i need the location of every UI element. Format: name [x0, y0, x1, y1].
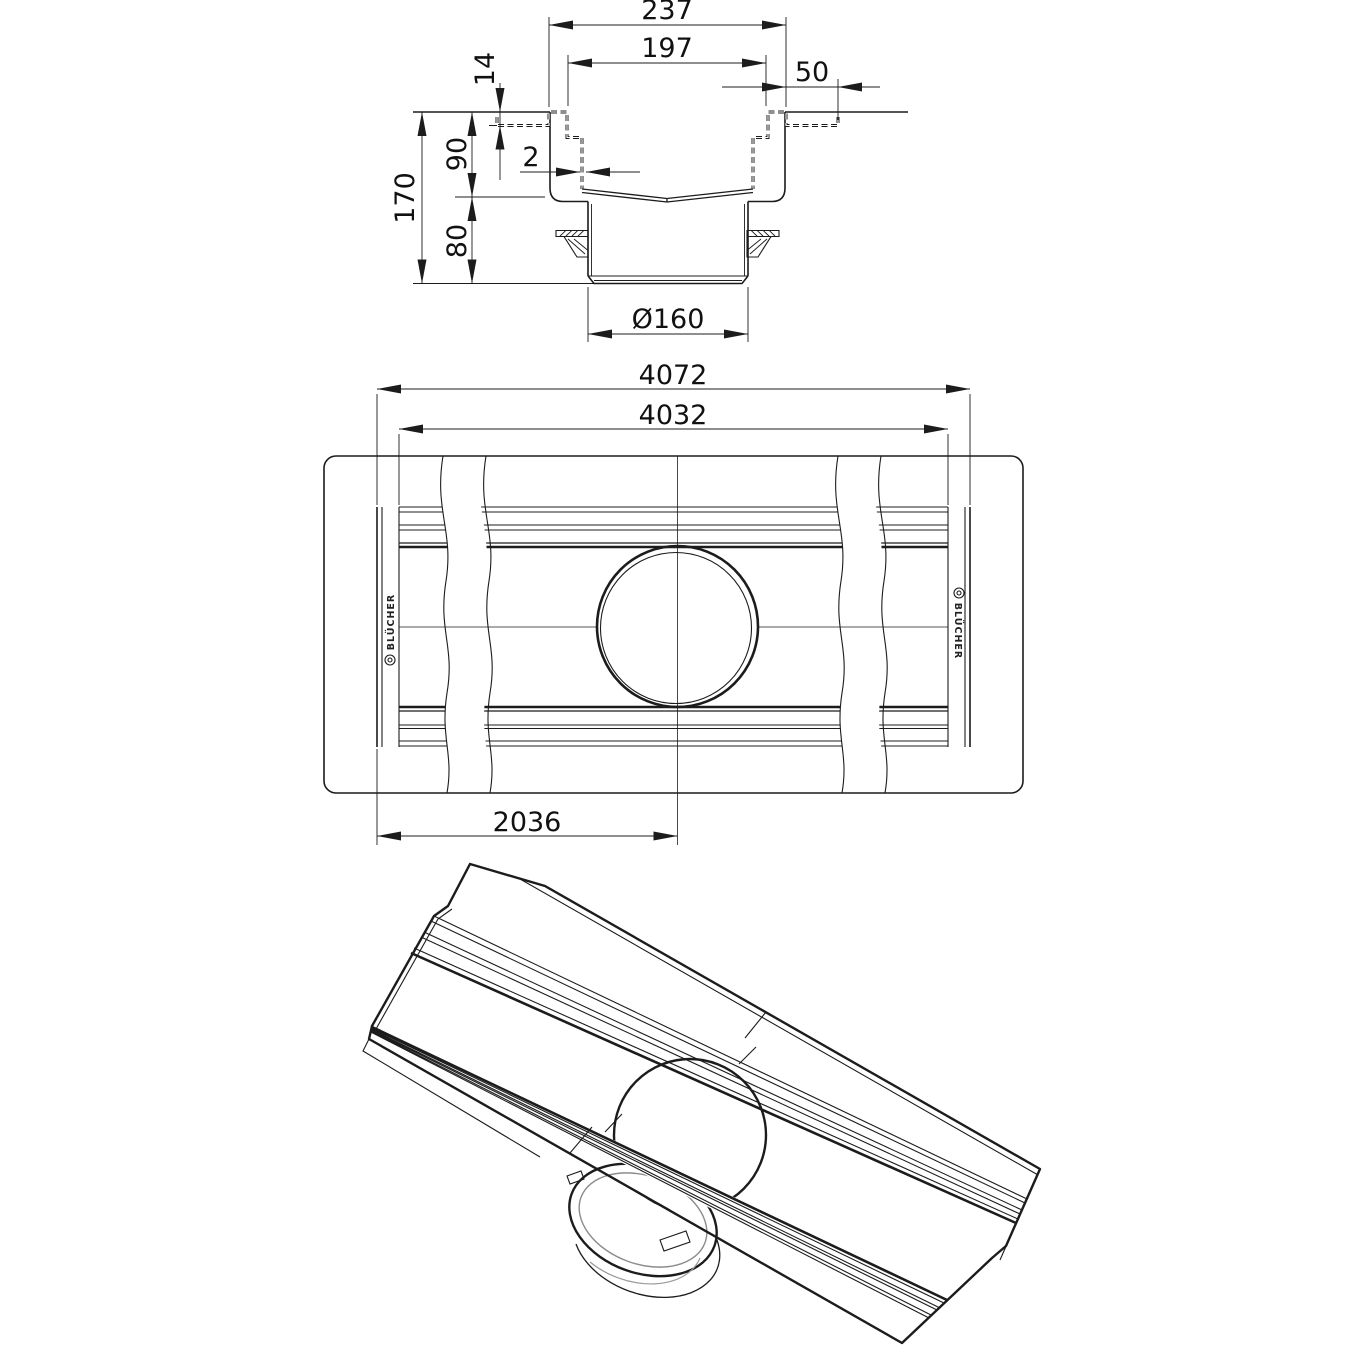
dim-170	[390, 112, 427, 284]
dim-80	[442, 197, 477, 284]
isometric-view	[363, 864, 1040, 1343]
dim-237-text: 237	[641, 0, 693, 26]
dim-4032-text: 4032	[638, 400, 708, 431]
dim-outlet-diameter-text: Ø160	[631, 304, 705, 335]
iso-joint-far	[739, 1012, 766, 1064]
dim-2	[520, 142, 640, 177]
section-view	[390, 0, 908, 342]
pipe-clamp-right	[747, 231, 779, 258]
dim-14	[470, 52, 505, 180]
dim-170-text: 170	[390, 172, 421, 224]
pipe-clamp-left	[556, 231, 588, 258]
brand-logo-left	[385, 594, 397, 665]
channel-floor-slope	[582, 189, 753, 202]
iso-outline	[369, 864, 1040, 1343]
dim-50-text: 50	[794, 57, 830, 88]
brand-logo-left-text: BLÜCHER	[386, 593, 397, 651]
dim-90	[442, 112, 477, 197]
dim-2036-text: 2036	[492, 807, 562, 838]
dim-2036	[377, 749, 678, 845]
reference-lines	[413, 197, 596, 284]
outlet-pipe-walls	[588, 202, 748, 277]
brand-logo-right-text: BLÜCHER	[952, 602, 963, 660]
sheet-profile-right	[753, 112, 838, 189]
brand-logo-right	[952, 588, 964, 659]
dim-197-text: 197	[641, 33, 693, 64]
iso-far-rails	[411, 879, 1038, 1223]
plan-view	[324, 360, 1023, 845]
outlet-circle-inner	[601, 553, 752, 704]
dim-outlet-diameter	[588, 287, 748, 342]
outlet-pipe-inner	[588, 204, 748, 281]
dim-2-text: 2	[522, 142, 540, 173]
dim-197	[568, 33, 766, 106]
outlet-pipe-bottom	[588, 276, 748, 284]
dim-4072-text: 4072	[638, 360, 708, 391]
channel-body-outline	[550, 112, 785, 202]
dim-14-text: 14	[470, 51, 501, 87]
dim-80-text: 80	[442, 223, 473, 259]
dim-90-text: 90	[442, 136, 473, 172]
